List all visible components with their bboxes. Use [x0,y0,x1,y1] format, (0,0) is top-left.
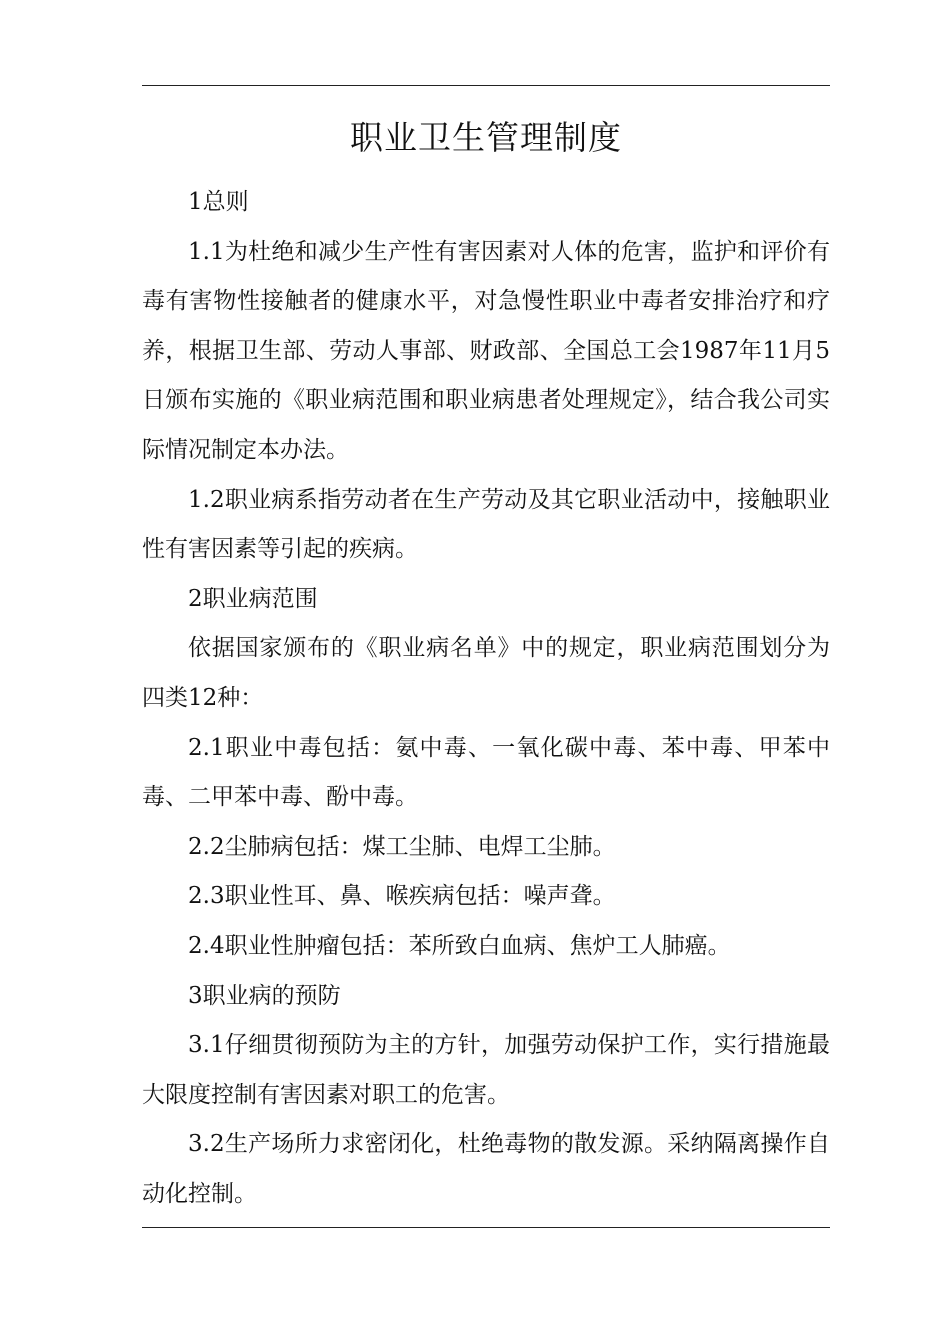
page-title: 职业卫生管理制度 [350,118,622,157]
paragraph-2-4: 2.4职业性肿瘤包括：苯所致白血病、焦炉工人肺癌。 [188,932,731,959]
paragraph-3-1: 3.1仔细贯彻预防为主的方针，加强劳动保护工作，实行措施最大限度控制有害因素对职工的危害。 [142,1032,830,1108]
footer-rule [142,1227,830,1228]
paragraph-2-intro: 依据国家颁布的《职业病名单》中的规定，职业病范围划分为四类12种： [142,635,830,711]
header-rule [142,85,830,86]
section-heading-3: 3职业病的预防 [188,982,341,1009]
paragraph-1-1: 1.1为杜绝和减少生产性有害因素对人体的危害，监护和评价有毒有害物性接触者的健康水平，对急慢性职业中毒者安排治疗和疗养，根据卫生部、劳动人事部、财政部、全国总工会1987年11月5日颁布实施的《职业病范围和职业病患者处理规定》，结合我公司实际情况制定本办法。 [142,238,830,463]
paragraph-1-2: 1.2职业病系指劳动者在生产劳动及其它职业活动中，接触职业性有害因素等引起的疾病。 [142,486,830,563]
section-heading-2: 2职业病范围 [188,585,318,612]
paragraph-2-2: 2.2尘肺病包括：煤工尘肺、电焊工尘肺。 [188,833,616,860]
paragraph-2-3: 2.3职业性耳、鼻、喉疾病包括：噪声聋。 [188,883,616,910]
document-body [142,178,830,1219]
paragraph-3-2: 3.2生产场所力求密闭化，杜绝毒物的散发源。采纳隔离操作自动化控制。 [142,1131,830,1207]
section-heading-1: 1总则 [188,189,249,215]
paragraph-2-1: 2.1职业中毒包括：氨中毒、一氧化碳中毒、苯中毒、甲苯中毒、二甲苯中毒、酚中毒。 [142,734,830,811]
